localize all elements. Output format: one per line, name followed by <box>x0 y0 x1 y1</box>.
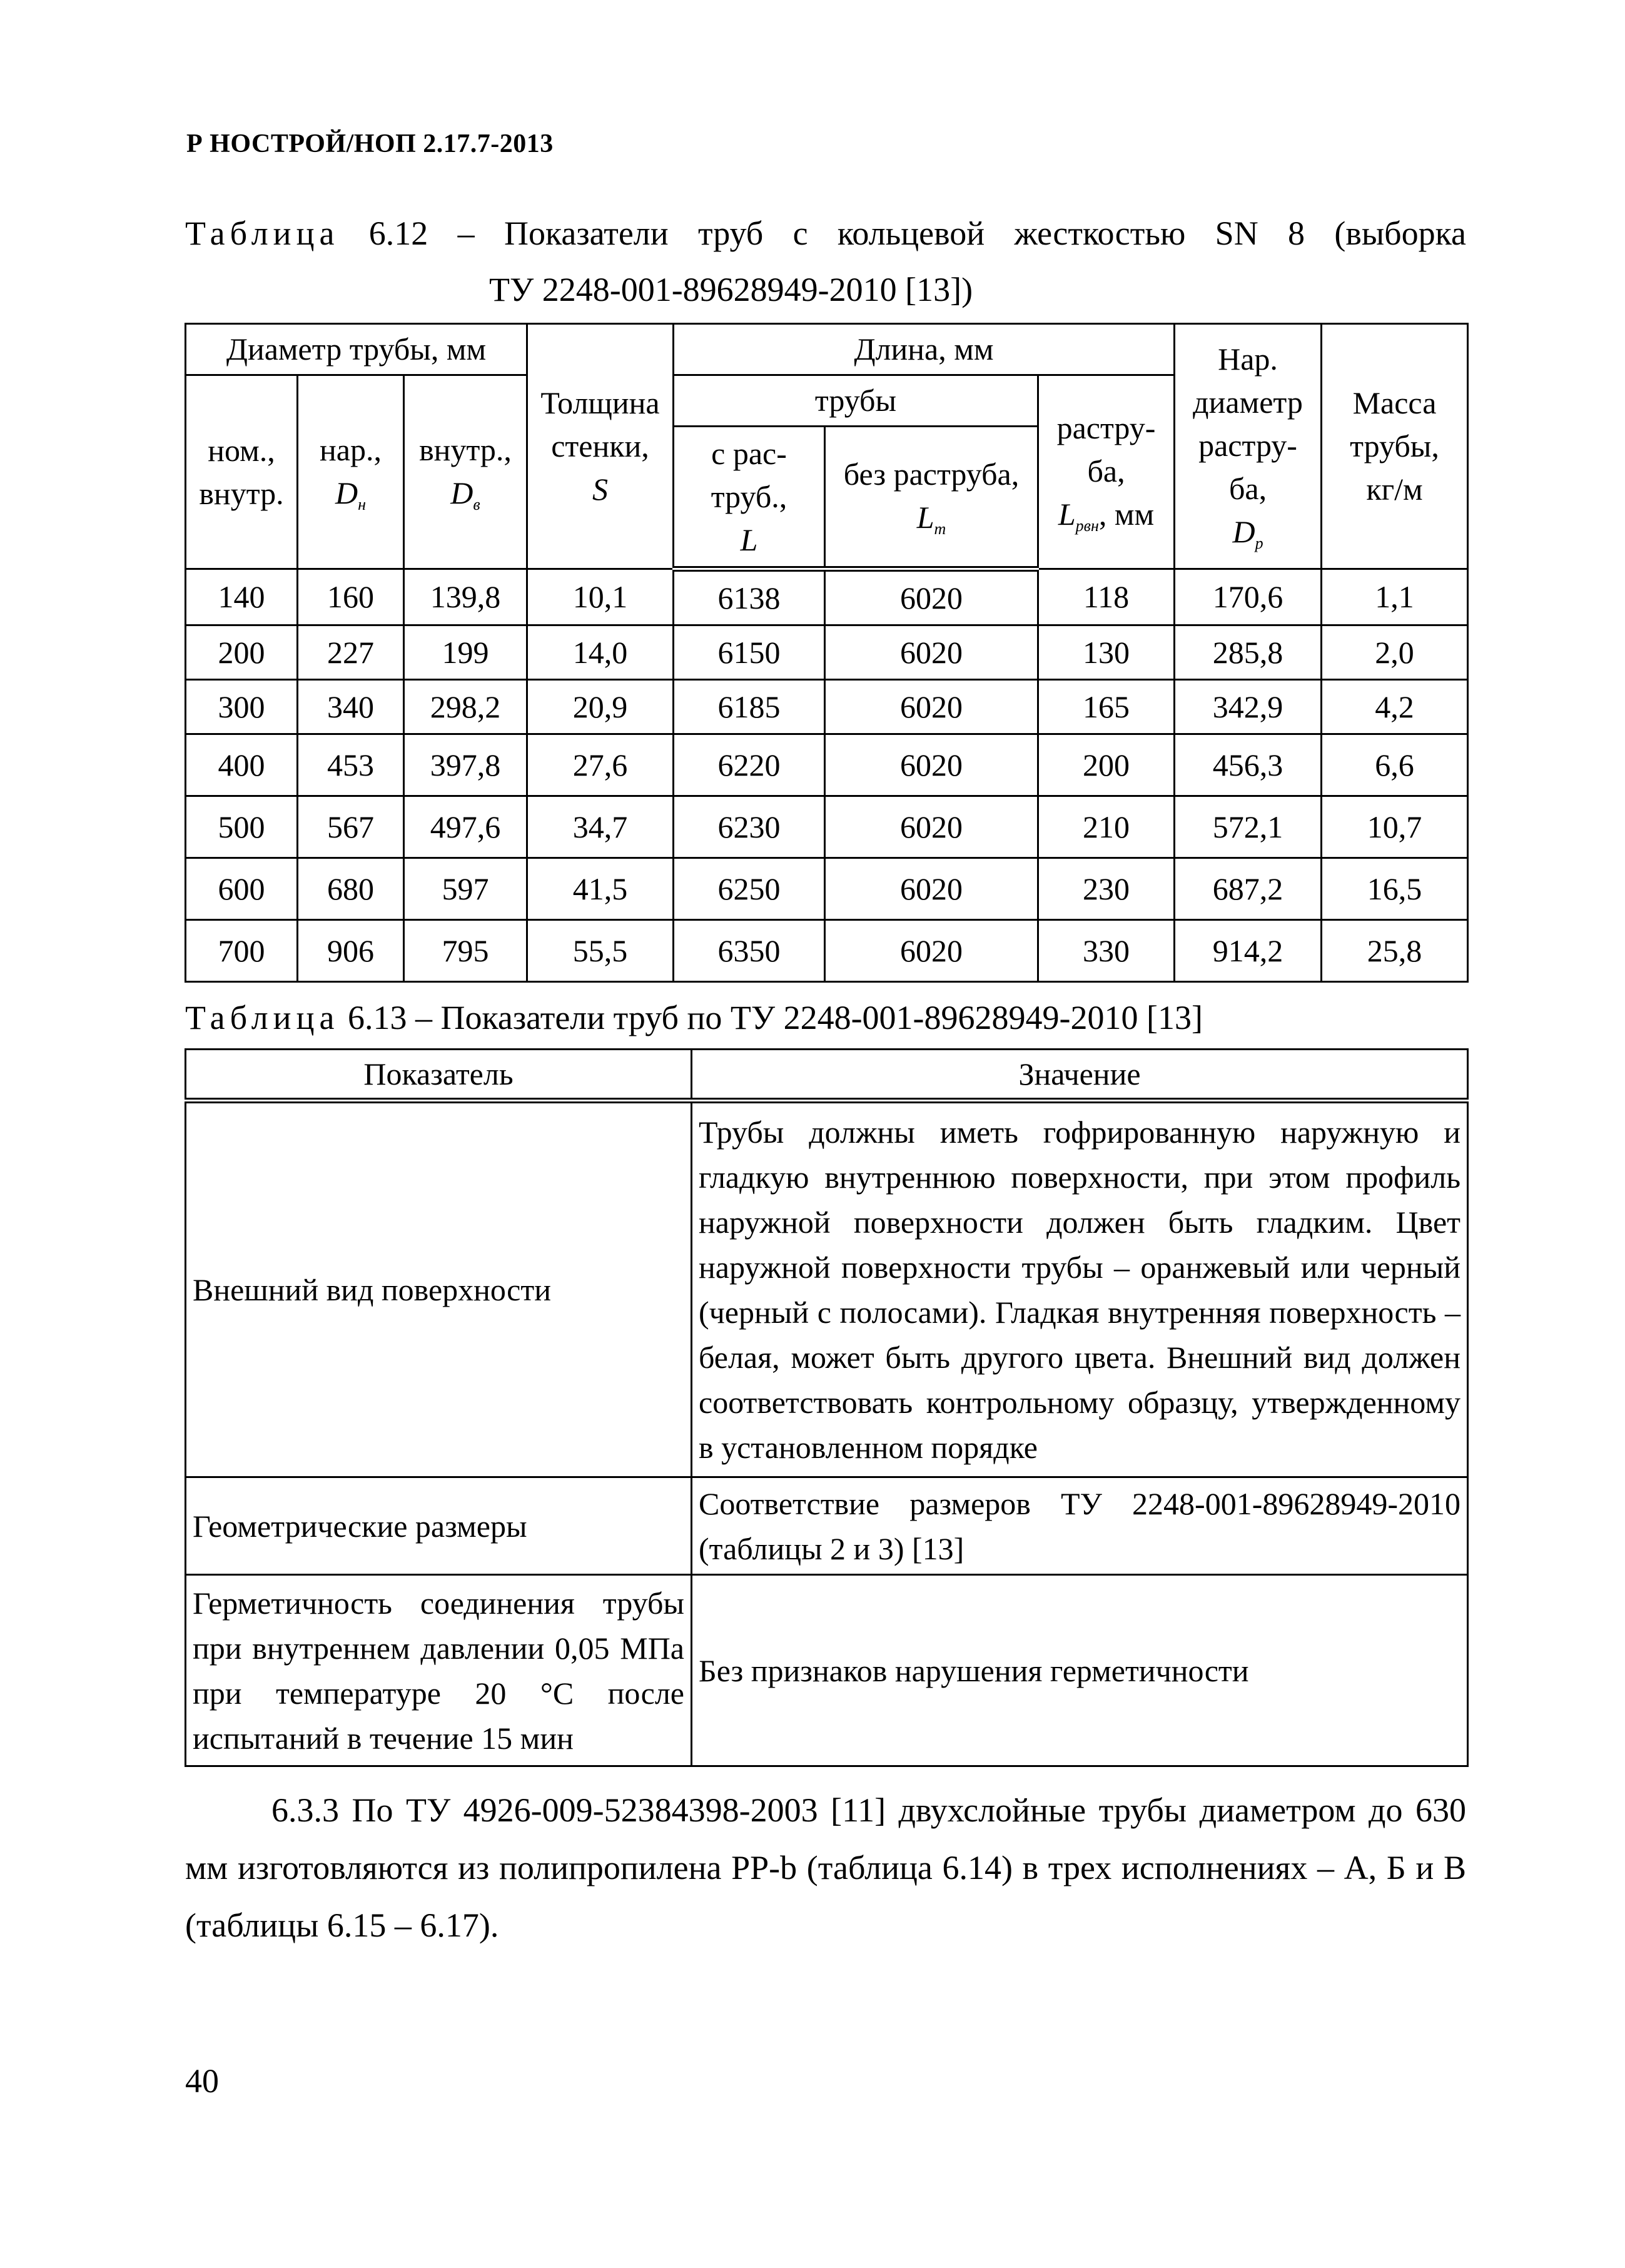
table-cell: 680 <box>298 858 404 920</box>
header-outer-line2: диаметр <box>1193 385 1303 420</box>
table-cell: 6138 <box>674 569 825 625</box>
table-cell: 567 <box>298 796 404 858</box>
caption-label: Таблица <box>185 215 340 252</box>
table-6-12 <box>185 323 1469 983</box>
header-with-socket-line1: с рас- <box>711 435 787 471</box>
page-number: 40 <box>185 2062 219 2100</box>
header-socket-line1: растру- <box>1056 410 1156 446</box>
row-name: Герметичность соединения трубы при внутреннем давлении 0,05 МПа при температуре 20 °С после испытаний в течение 15 мин <box>186 1575 692 1766</box>
header-indicator: Показатель <box>186 1050 692 1101</box>
table-cell: 6220 <box>674 734 825 796</box>
header-outer-line1: Нар. <box>1218 342 1278 377</box>
header-outer-label: нар., <box>320 432 382 467</box>
nar-symbol-letter: D <box>335 475 358 510</box>
table-cell: 342,9 <box>1175 680 1322 734</box>
table-cell: 6020 <box>825 569 1038 625</box>
header-mass-line2: трубы, <box>1350 428 1439 463</box>
table-cell: 300 <box>186 680 298 734</box>
outer-symbol-letter: D <box>1232 514 1255 550</box>
header-wall-line2: стенки, <box>551 428 649 463</box>
table-cell: 6,6 <box>1322 734 1468 796</box>
header-outer <box>298 375 404 569</box>
table-cell: 795 <box>404 920 527 982</box>
table-cell: 14,0 <box>527 625 674 680</box>
header-inner <box>404 375 527 569</box>
table-cell: 400 <box>186 734 298 796</box>
row-value: Трубы должны иметь гофрированную наружную и гладкую внутреннюю поверхности, при этом профиль наружной поверхности должен быть гладким. Цвет наружной поверхности трубы – оранжевый или черный (черный с полосами). Гладкая внутренняя поверхность – белая, может быть другого цвета. Внешний вид должен соответствовать контрольному образцу, утвержденному в установленном порядке <box>692 1101 1468 1477</box>
header-inner-sym <box>405 472 526 516</box>
header-outer-line3: растру- <box>1198 428 1297 463</box>
table-cell: 41,5 <box>527 858 674 920</box>
table-cell: 453 <box>298 734 404 796</box>
header-without-socket <box>825 427 1038 569</box>
row-name: Внешний вид поверхности <box>186 1101 692 1477</box>
without-socket-sub: т <box>934 520 946 539</box>
caption-text: 6.13 – Показатели труб по ТУ 2248-001-89628949-2010 [13] <box>339 999 1203 1036</box>
header-socket-line2: ба, <box>1087 453 1125 489</box>
nar-symbol-sub: н <box>358 495 366 514</box>
table-cell: 10,7 <box>1322 796 1468 858</box>
table-row <box>186 920 1468 982</box>
header-nominal <box>186 375 298 569</box>
table-cell: 6020 <box>825 680 1038 734</box>
table-row <box>186 569 1468 625</box>
header-outer-line4: ба, <box>1228 471 1267 507</box>
header-pipes: трубы <box>674 375 1038 427</box>
header-mass-line3: кг/м <box>1366 472 1423 507</box>
table-cell: 597 <box>404 858 527 920</box>
table-cell: 906 <box>298 920 404 982</box>
vnutr-symbol-letter: D <box>450 475 473 510</box>
row-name: Геометрические размеры <box>186 1477 692 1575</box>
socket-unit: , мм <box>1098 497 1155 532</box>
table-cell: 27,6 <box>527 734 674 796</box>
header-without-socket-line1: без раструба, <box>843 457 1020 492</box>
table-cell: 456,3 <box>1175 734 1322 796</box>
table-cell: 10,1 <box>527 569 674 625</box>
document-code: Р НОСТРОЙ/НОП 2.17.7-2013 <box>186 129 554 158</box>
vnutr-symbol-sub: в <box>473 495 480 514</box>
table-cell: 2,0 <box>1322 625 1468 680</box>
table-cell: 330 <box>1038 920 1175 982</box>
header-outer-sym <box>298 472 403 516</box>
socket-symbol-sub: рвн <box>1075 517 1099 535</box>
header-without-socket-sym <box>826 496 1037 540</box>
table-cell: 6350 <box>674 920 825 982</box>
header-wall-thickness <box>527 324 674 569</box>
table-cell: 6020 <box>825 796 1038 858</box>
header-nominal-line2: внутр. <box>199 475 284 511</box>
row-value: Соответствие размеров ТУ 2248-001-89628949-2010 (таблицы 2 и 3) [13] <box>692 1477 1468 1575</box>
table-cell: 160 <box>298 569 404 625</box>
table-6-12-caption-line2: ТУ 2248-001-89628949-2010 [13]) <box>489 271 973 308</box>
socket-symbol-letter: L <box>1058 497 1076 532</box>
table-cell: 6185 <box>674 680 825 734</box>
table-cell: 6020 <box>825 858 1038 920</box>
table-cell: 914,2 <box>1175 920 1322 982</box>
table-cell: 6230 <box>674 796 825 858</box>
table-row <box>186 625 1468 680</box>
table-cell: 210 <box>1038 796 1175 858</box>
table-cell: 139,8 <box>404 569 527 625</box>
table-row <box>186 796 1468 858</box>
table-cell: 20,9 <box>527 680 674 734</box>
table-6-13-caption <box>185 990 1203 1046</box>
table-6-13 <box>185 1048 1469 1767</box>
table-cell: 130 <box>1038 625 1175 680</box>
table-cell: 340 <box>298 680 404 734</box>
header-with-socket-symbol: L <box>740 522 758 557</box>
outer-symbol-sub: р <box>1255 534 1263 553</box>
header-socket-length <box>1038 375 1175 569</box>
header-with-socket-line2: труб., <box>711 478 787 514</box>
table-cell: 572,1 <box>1175 796 1322 858</box>
header-inner-label: внутр., <box>419 432 512 467</box>
header-nominal-line1: ном., <box>208 432 275 468</box>
table-cell: 6250 <box>674 858 825 920</box>
header-mass <box>1322 324 1468 569</box>
table-row <box>186 680 1468 734</box>
table-cell: 200 <box>186 625 298 680</box>
table-cell: 497,6 <box>404 796 527 858</box>
header-mass-line1: Масса <box>1352 385 1437 420</box>
table-cell: 500 <box>186 796 298 858</box>
table-cell: 4,2 <box>1322 680 1468 734</box>
table-cell: 700 <box>186 920 298 982</box>
table-cell: 200 <box>1038 734 1175 796</box>
table-cell: 285,8 <box>1175 625 1322 680</box>
table-cell: 165 <box>1038 680 1175 734</box>
table-cell: 1,1 <box>1322 569 1468 625</box>
body-paragraph: 6.3.3 По ТУ 4926-009-52384398-2003 [11] двухслойные трубы диаметром до 630 мм изготовляются из полипропилена PP-b (таблица 6.14) в трех исполнениях – А, Б и В (таблицы 6.15 – 6.17). <box>185 1791 1466 1944</box>
header-socket-sym <box>1039 493 1173 537</box>
header-wall-symbol: S <box>592 472 608 507</box>
table-6-12-caption <box>185 205 1466 261</box>
header-wall-line1: Толщина <box>540 385 660 420</box>
without-socket-letter: L <box>916 500 934 535</box>
caption-text: 6.12 – Показатели труб с кольцевой жесткостью SN 8 (выборка <box>339 215 1466 252</box>
caption-label: Таблица <box>185 999 340 1036</box>
row-value: Без признаков нарушения герметичности <box>692 1575 1468 1766</box>
header-length: Длина, мм <box>674 324 1175 375</box>
header-diameter: Диаметр трубы, мм <box>186 324 527 375</box>
table-cell: 16,5 <box>1322 858 1468 920</box>
header-outer-socket-diameter <box>1175 324 1322 569</box>
table-cell: 25,8 <box>1322 920 1468 982</box>
table-cell: 687,2 <box>1175 858 1322 920</box>
table-cell: 34,7 <box>527 796 674 858</box>
table-cell: 140 <box>186 569 298 625</box>
table-cell: 6020 <box>825 920 1038 982</box>
header-value: Значение <box>692 1050 1468 1101</box>
table-cell: 6150 <box>674 625 825 680</box>
table-cell: 199 <box>404 625 527 680</box>
header-with-socket <box>674 427 825 569</box>
table-cell: 600 <box>186 858 298 920</box>
table-cell: 118 <box>1038 569 1175 625</box>
table-cell: 397,8 <box>404 734 527 796</box>
table-cell: 227 <box>298 625 404 680</box>
table-cell: 6020 <box>825 734 1038 796</box>
table-row <box>186 734 1468 796</box>
table-cell: 230 <box>1038 858 1175 920</box>
table-cell: 298,2 <box>404 680 527 734</box>
table-row <box>186 858 1468 920</box>
table-cell: 6020 <box>825 625 1038 680</box>
table-cell: 170,6 <box>1175 569 1322 625</box>
table-cell: 55,5 <box>527 920 674 982</box>
header-outer-symbol <box>1175 510 1320 555</box>
